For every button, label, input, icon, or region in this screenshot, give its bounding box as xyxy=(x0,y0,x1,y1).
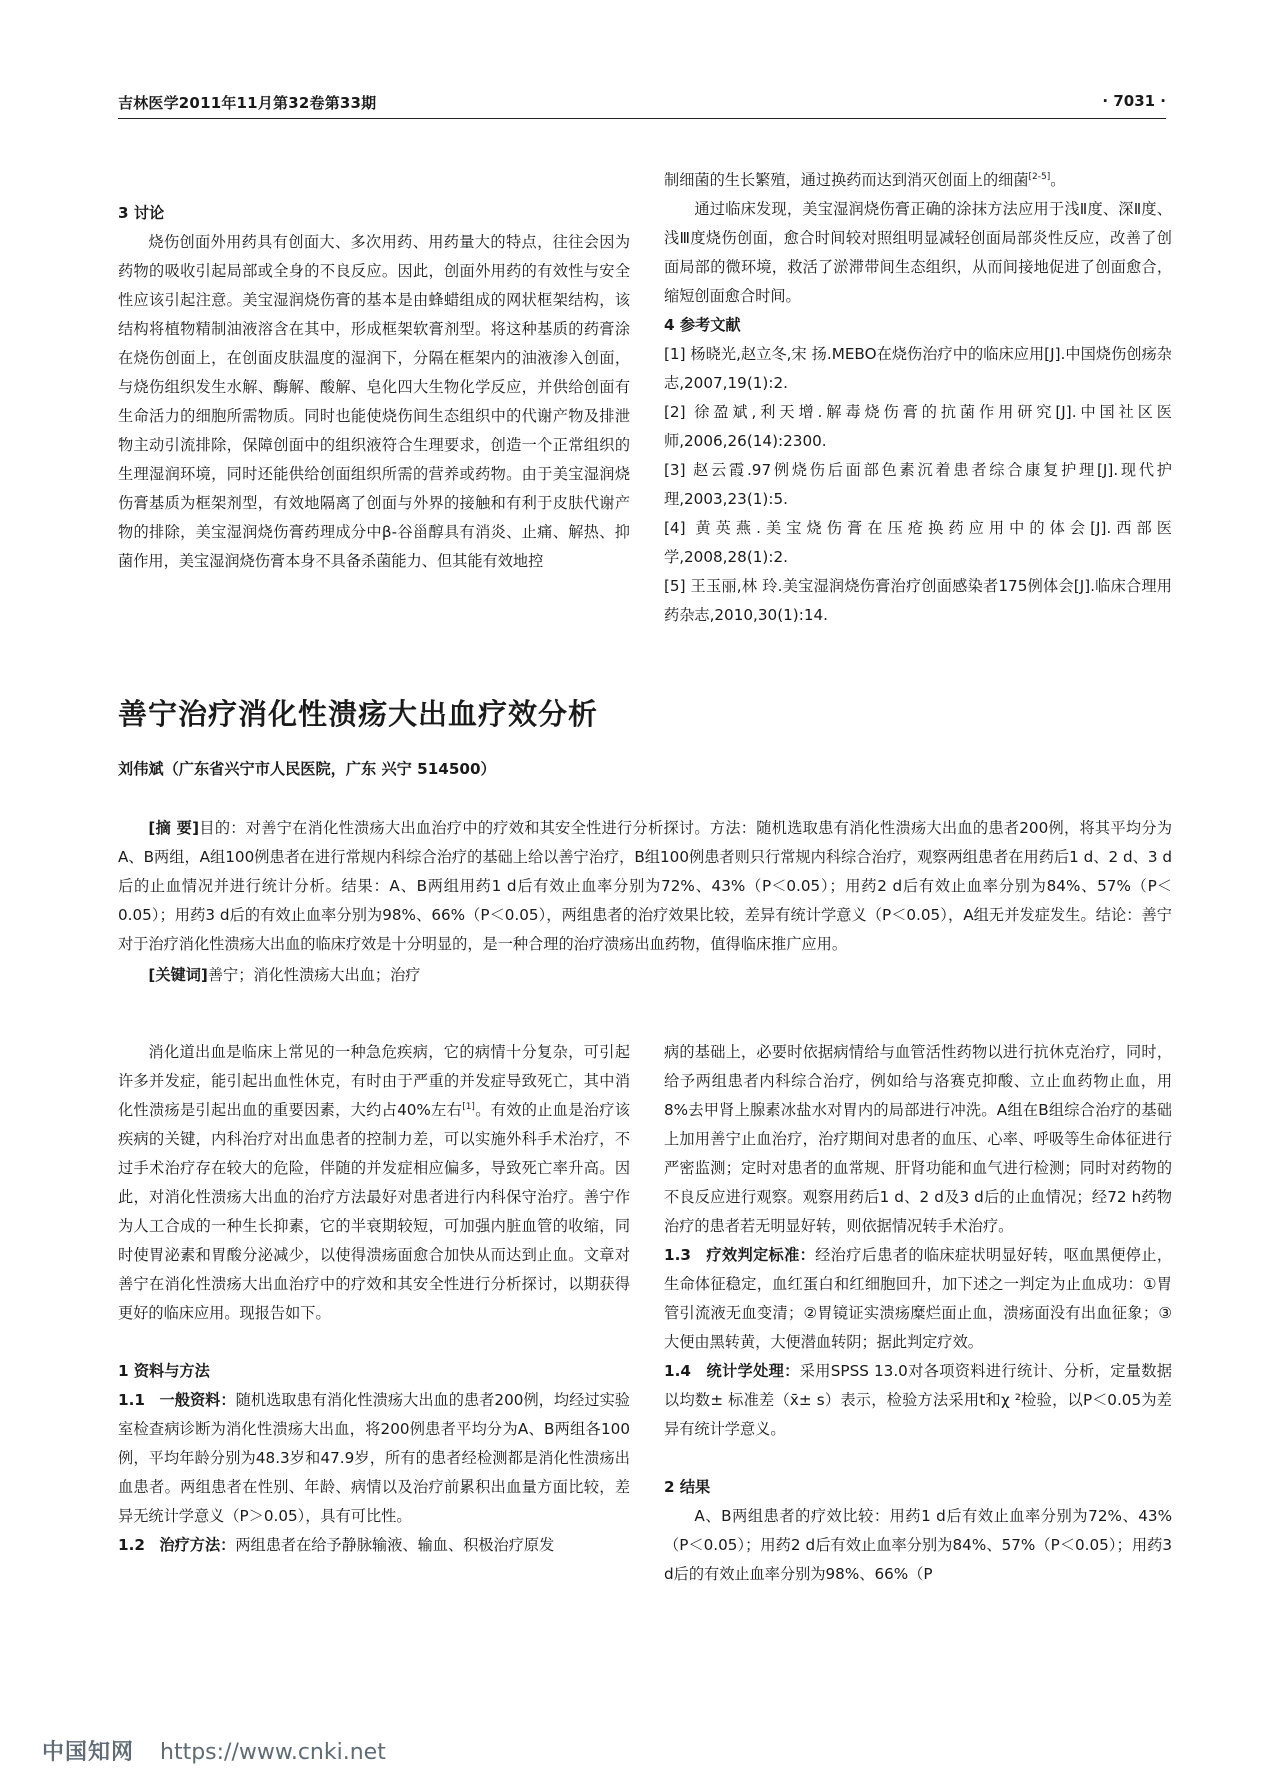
intro-text-a: 消化道出血是临床上常见的一种急危疾病，它的病情十分复杂，可引起许多并发症，能引起出血性休克，有时由于严重的并发症导致死亡，其中消化性溃疡是引起出血的重要因素，大约占40%左右 xyxy=(118,1043,630,1119)
author-affiliation: 刘伟斌（广东省兴宁市人民医院，广东 兴宁 514500） xyxy=(118,760,496,778)
discussion-continued-paragraph xyxy=(664,166,1172,195)
cnki-watermark xyxy=(42,1735,386,1766)
keywords-paragraph xyxy=(118,961,1172,990)
discussion-heading: 3 讨论 xyxy=(118,204,165,222)
section-label: 1.2 xyxy=(118,1536,145,1554)
running-header-page-number: · 7031 · xyxy=(1102,92,1166,110)
keywords-text: 善宁；消化性溃疡大出血；治疗 xyxy=(207,966,421,984)
section-1-1 xyxy=(118,1386,630,1531)
watermark-url: https://www.cnki.net xyxy=(160,1740,386,1765)
section-title: 一般资料： xyxy=(159,1391,236,1409)
abstract-text: 目的：对善宁在消化性溃疡大出血治疗中的疗效和其安全性进行分析探讨。方法：随机选取患有消化性溃疡大出血的患者200例，将其平均分为A、B两组，A组100例患者在进行常规内科综合治疗的基础上给以善宁治疗，B组100例患者则只行常规内科综合治疗，观察两组患者在用药后1 d、2 d、3 d后的止血情况并进行统计分析。结果：A、B两组用药1 d后有效止血率分别为72%、43%（P＜0.05）；用药2 d后有效止血率分别为84%、57%（P＜0.05）；用药3 d后的有效止血率分别为98%、66%（P＜0.05），两组患者的治疗效果比较，差异有统计学意义（P＜0.05），A组无并发症发生。结论：善宁对于治疗消化性溃疡大出血的临床疗效是十分明显的，是一种合理的治疗溃疡出血药物，值得临床推广应用。 xyxy=(118,819,1173,953)
section-1-2 xyxy=(118,1531,630,1560)
running-header-journal: 吉林医学2011年11月第32卷第33期 xyxy=(118,94,377,112)
discussion-continued-column xyxy=(664,166,1172,630)
section-label: 1.1 xyxy=(118,1391,145,1409)
methods-heading: 1 资料与方法 xyxy=(118,1362,210,1380)
section-text: 采用SPSS 13.0对各项资料进行统计、分析，定量数据以均数± 标准差（x̄± s）表示，检验方法采用t和χ ²检验，以P＜0.05为差异有统计学意义。 xyxy=(664,1362,1172,1438)
references-heading: 4 参考文献 xyxy=(664,316,741,334)
intro-paragraph xyxy=(118,1038,630,1328)
reference-item: [5] 王玉丽,林 玲.美宝湿润烧伤膏治疗创面感染者175例体会[J].临床合理用药杂志,2010,30(1):14. xyxy=(664,577,1172,624)
abstract-tag: [摘 要] xyxy=(148,819,200,837)
clinical-paragraph: 通过临床发现，美宝湿润烧伤膏正确的涂抹方法应用于浅Ⅱ度、深Ⅱ度、浅Ⅲ度烧伤创面，愈合时间较对照组明显减轻创面局部炎性反应，改善了创面局部的微环境，救活了淤滞带间生态组织，从而间接地促进了创面愈合，缩短创面愈合时间。 xyxy=(664,200,1172,305)
citation-marker: [1] xyxy=(462,1101,475,1112)
reference-item: [1] 杨晓光,赵立冬,宋 扬.MEBO在烧伤治疗中的临床应用[J].中国烧伤创疡杂志,2007,19(1):2. xyxy=(664,345,1172,392)
section-1-2-continued: 病的基础上，必要时依据病情给与血管活性药物以进行抗休克治疗，同时，给予两组患者内科综合治疗，例如给与洛赛克抑酸、立止血药物止血，用8%去甲肾上腺素冰盐水对胃内的局部进行冲洗。A组在B组综合治疗的基础上加用善宁止血治疗，治疗期间对患者的血压、心率、呼吸等生命体征进行严密监测；定时对患者的血常规、肝肾功能和血气进行检测；同时对药物的不良反应进行观察。观察用药后1 d、2 d及3 d后的止血情况；经72 h药物治疗的患者若无明显好转，则依据情况转手术治疗。 xyxy=(664,1043,1172,1235)
results-paragraph: A、B两组患者的疗效比较：用药1 d后有效止血率分别为72%、43%（P＜0.05）；用药2 d后有效止血率分别为84%、57%（P＜0.05）；用药3 d后的有效止血率分别为98%、66%（P xyxy=(664,1507,1172,1583)
results-heading: 2 结果 xyxy=(664,1478,711,1496)
discussion-column xyxy=(118,199,630,576)
section-label: 1.4 xyxy=(664,1362,691,1380)
abstract-paragraph xyxy=(118,814,1172,959)
section-1-4 xyxy=(664,1357,1172,1444)
citation-marker: [2-5] xyxy=(1028,171,1051,182)
section-title: 疗效判定标准： xyxy=(706,1246,816,1264)
article-left-column xyxy=(118,1038,630,1560)
section-1-3 xyxy=(664,1241,1172,1357)
intro-text-b: 。有效的止血是治疗该疾病的关键，内科治疗对出血患者的控制力差，可以实施外科手术治疗，不过手术治疗存在较大的危险，伴随的并发症相应偏多，导致死亡率升高。因此，对消化性溃疡大出血的治疗方法最好对患者进行内科保守治疗。善宁作为人工合成的一种生长抑素，它的半衰期较短，可加强内脏血管的收缩，同时使胃泌素和胃酸分泌减少，以使得溃疡面愈合加快从而达到止血。文章对善宁在消化性溃疡大出血治疗中的疗效和其安全性进行分析探讨，以期获得更好的临床应用。现报告如下。 xyxy=(118,1101,630,1322)
continued-text: 制细菌的生长繁殖，通过换药而达到消灭创面上的细菌 xyxy=(664,171,1029,189)
section-title: 统计学处理： xyxy=(706,1362,800,1380)
reference-item: [2] 徐盈斌,利天增.解毒烧伤膏的抗菌作用研究[J].中国社区医师,2006,26(14):2300. xyxy=(664,403,1172,450)
keywords-tag: [关键词] xyxy=(148,966,208,984)
header-rule xyxy=(118,118,1166,119)
watermark-name: 中国知网 xyxy=(42,1740,135,1765)
section-text: 两组患者在给予静脉输液、输血、积极治疗原发 xyxy=(235,1536,555,1554)
abstract-block xyxy=(118,814,1172,990)
continued-end: 。 xyxy=(1050,171,1066,189)
section-title: 治疗方法： xyxy=(159,1536,236,1554)
section-text: 随机选取患有消化性溃疡大出血的患者200例，均经过实验室检查病诊断为消化性溃疡大出血，将200例患者平均分为A、B两组各100例，平均年龄分别为48.3岁和47.9岁，所有的患者经检测都是消化性溃疡出血患者。两组患者在性别、年龄、病情以及治疗前累积出血量方面比较，差异无统计学意义（P＞0.05），具有可比性。 xyxy=(118,1391,630,1525)
reference-item: [3] 赵云霞.97例烧伤后面部色素沉着患者综合康复护理[J].现代护理,2003,23(1):5. xyxy=(664,461,1172,508)
section-text: 经治疗后患者的临床症状明显好转，呕血黑便停止，生命体征稳定，血红蛋白和红细胞回升，加下述之一判定为止血成功：①胃管引流液无血变清；②胃镜证实溃疡糜烂面止血，溃疡面没有出血征象；③大便由黑转黄，大便潜血转阴；据此判定疗效。 xyxy=(664,1246,1173,1351)
article-right-column xyxy=(664,1038,1172,1589)
discussion-paragraph: 烧伤创面外用药具有创面大、多次用药、用药量大的特点，往往会因为药物的吸收引起局部或全身的不良反应。因此，创面外用药的有效性与安全性应该引起注意。美宝湿润烧伤膏的基本是由蜂蜡组成的网状框架结构，该结构将植物精制油液溶含在其中，形成框架软膏剂型。将这种基质的药膏涂在烧伤创面上，在创面皮肤温度的湿润下，分隔在框架内的油液渗入创面，与烧伤组织发生水解、酶解、酸解、皂化四大生物化学反应，并供给创面有生命活力的细胞所需物质。同时也能使烧伤间生态组织中的代谢产物及排泄物主动引流排除，保障创面中的组织液符合生理要求，创造一个正常组织的生理湿润环境，同时还能供给创面组织所需的营养或药物。由于美宝湿润烧伤膏基质为框架剂型，有效地隔离了创面与外界的接触和有利于皮肤代谢产物的排除，美宝湿润烧伤膏药理成分中β-谷甾醇具有消炎、止痛、解热、抑菌作用，美宝湿润烧伤膏本身不具备杀菌能力、但其能有效地控 xyxy=(118,233,630,570)
reference-item: [4] 黄英燕.美宝烧伤膏在压疮换药应用中的体会[J].西部医学,2008,28(1):2. xyxy=(664,519,1172,566)
section-label: 1.3 xyxy=(664,1246,691,1264)
article-title: 善宁治疗消化性溃疡大出血疗效分析 xyxy=(118,697,599,731)
spacer xyxy=(664,1444,1172,1473)
spacer xyxy=(118,1328,630,1357)
